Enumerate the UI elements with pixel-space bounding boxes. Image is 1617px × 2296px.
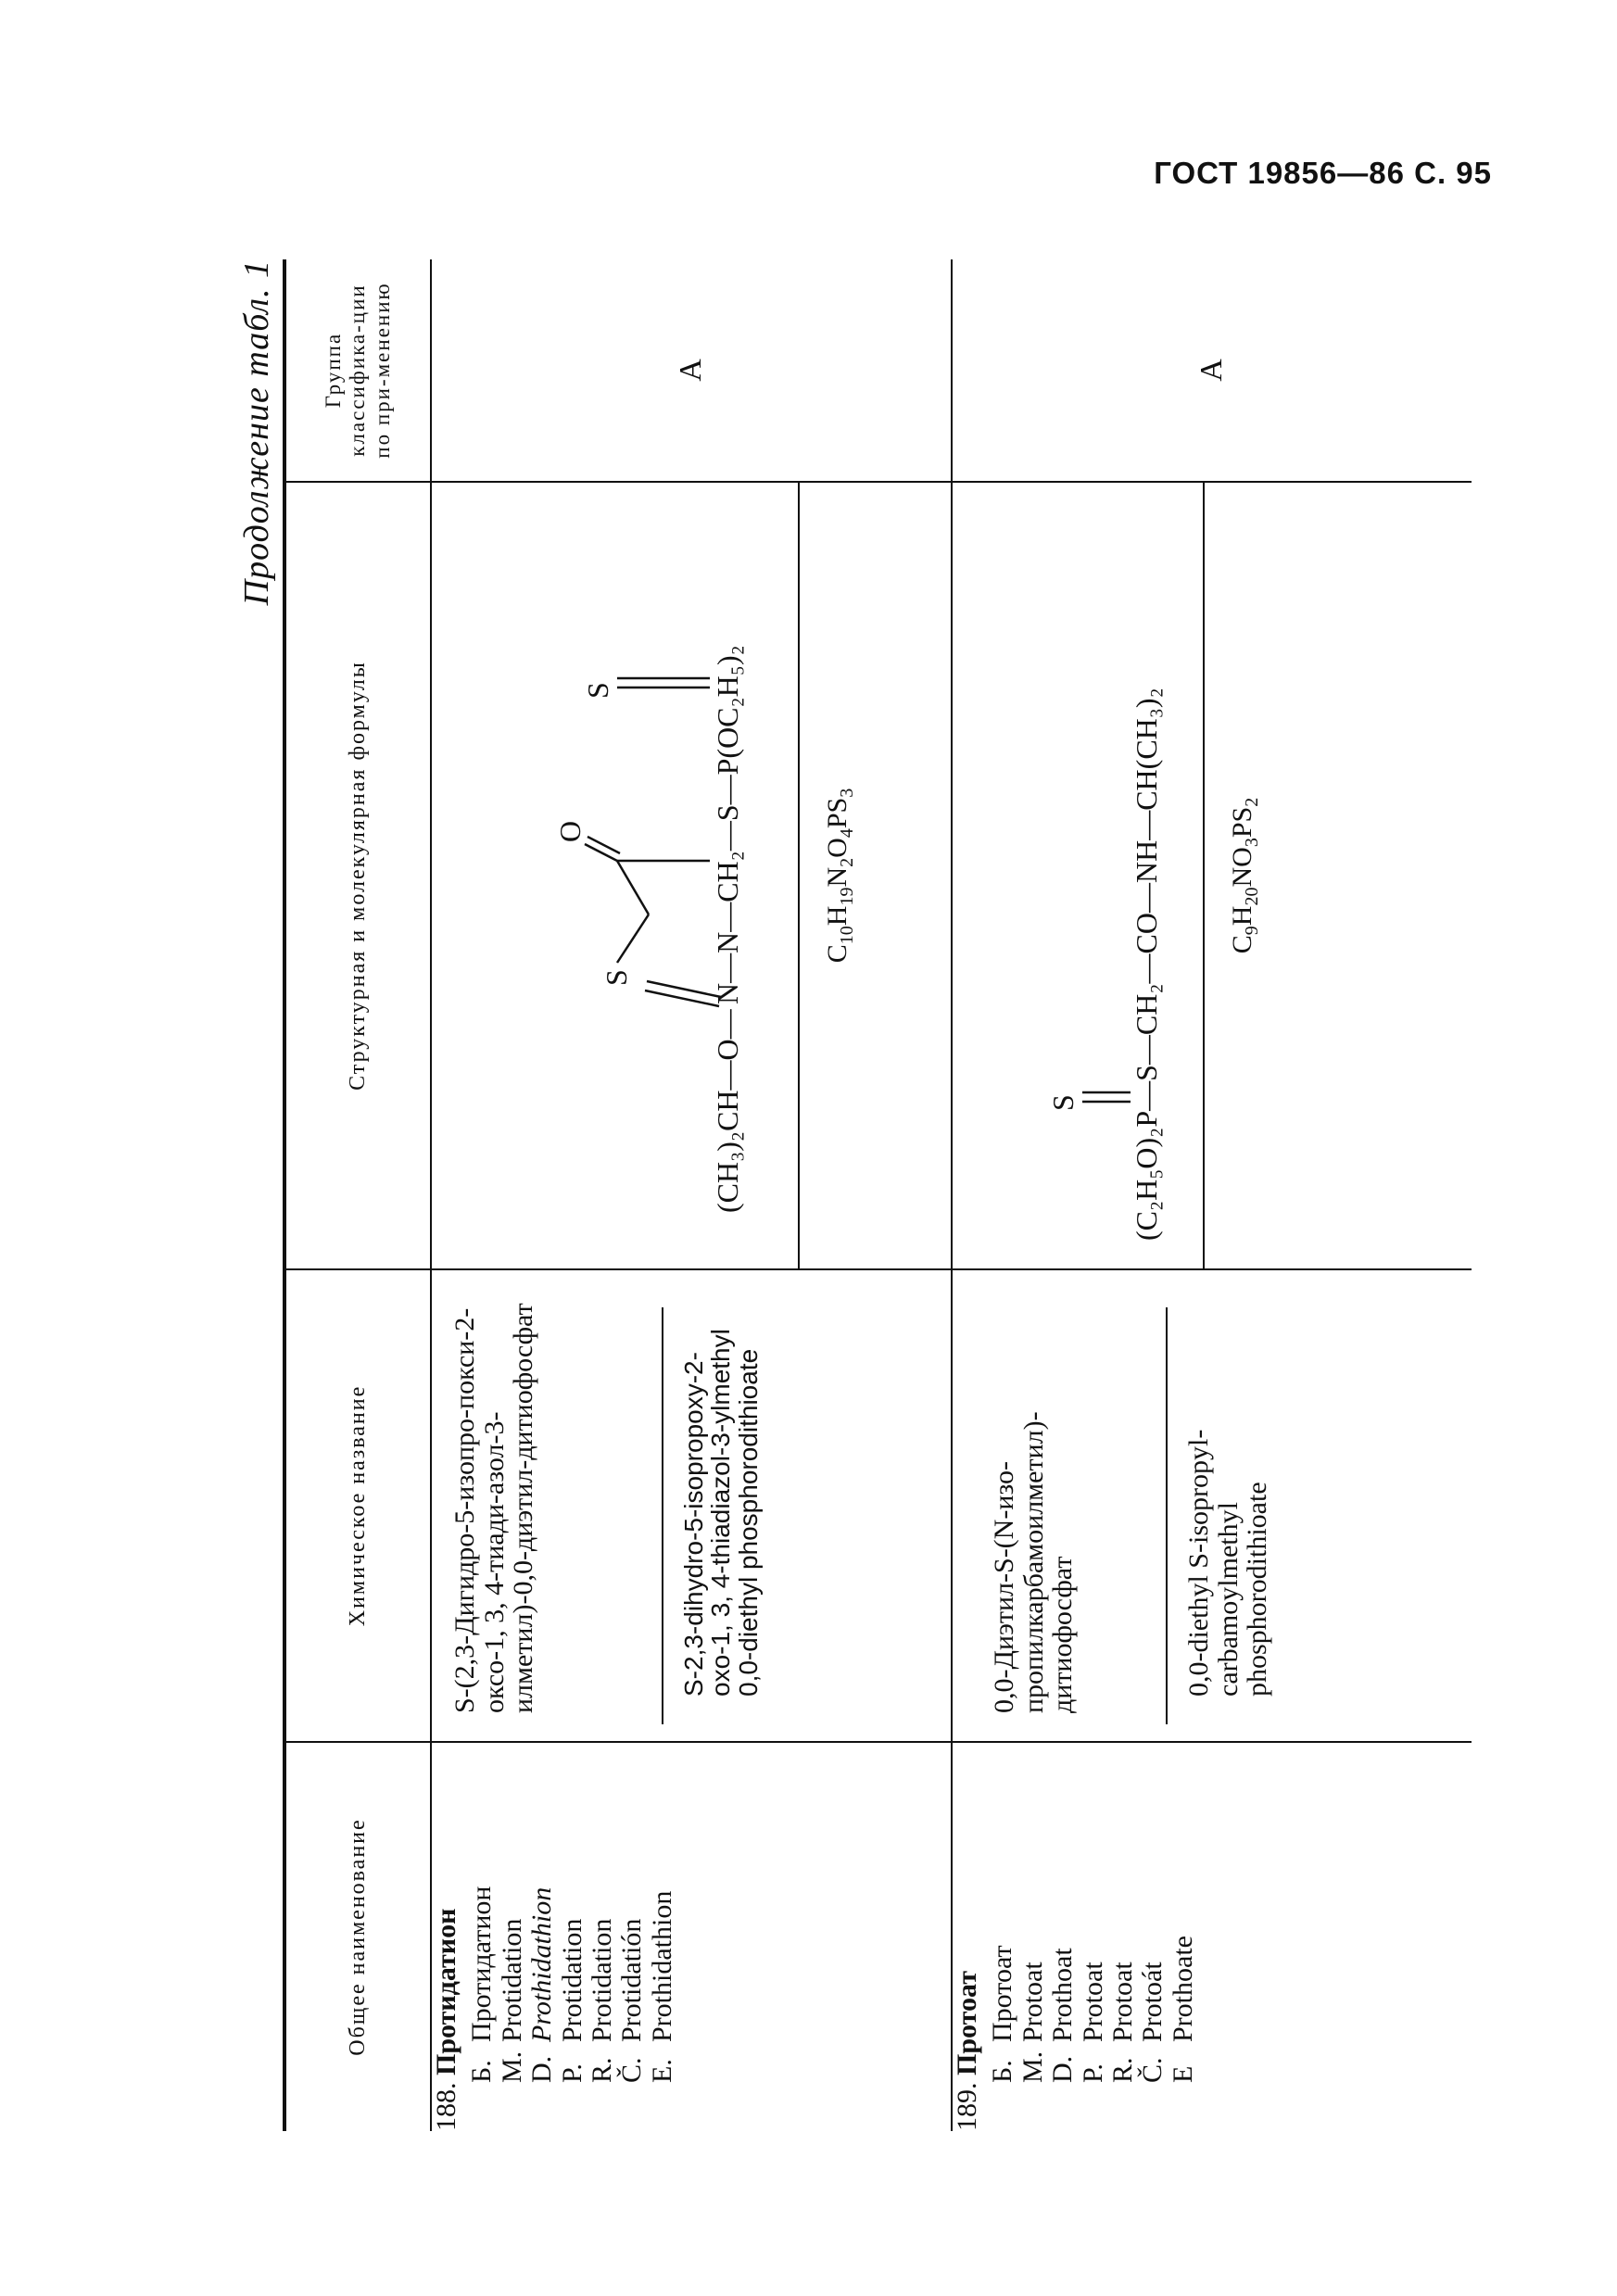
structural-formula-drawing [953, 481, 1203, 1268]
lang-row: R.Protidation [586, 1918, 617, 2083]
rotated-table-container [237, 259, 1524, 2131]
group-letter: A [674, 359, 708, 382]
lang-row: Б.Протоат [987, 1945, 1018, 2083]
common-name-cell [952, 1742, 1472, 2131]
formula-chain: N—N—CH₂—S—P(OC₂H₅)₂ [711, 645, 744, 1004]
structural-formula [953, 483, 1205, 1268]
entry-name: Протидатион [431, 1908, 461, 2075]
header-formula: Структурная и молекулярная формулы [284, 482, 431, 1269]
common-name-cell [431, 1742, 952, 2131]
double-bond [1082, 1092, 1131, 1102]
lang-row: E.Prothidathion [646, 1890, 677, 2083]
page-header: ГОСТ 19856—86 С. 95 [1154, 156, 1492, 190]
entry-number: 188. [431, 2082, 461, 2131]
entry-number: 189. [952, 2082, 982, 2131]
structural-formula [432, 483, 800, 1268]
header-common-name: Общее наименование [284, 1742, 431, 2131]
formula-left-group: (CH₃)₂CH—O— [711, 1009, 744, 1213]
chemical-name-en: S-2,3-dihydro-5-isopropoxy-2-oxo-1, 3, 4-thiadiazol-3-ylmethyl 0,0-diethyl phosphorodithioate [662, 1307, 762, 1724]
chemical-name-cell [952, 1269, 1472, 1742]
lang-row: Б.Протидатион [466, 1886, 498, 2083]
group-letter: A [1194, 359, 1229, 382]
thiophosphoryl-sulfur: S [1046, 1094, 1080, 1111]
molecular-formula: $C_{10}H_{19}N_2O_4PS_3$ [822, 788, 857, 964]
formula-chain: (C₂H₅O)₂P—S—CH₂—CO—NH—CH(CH₃)₂ [1130, 688, 1163, 1241]
chemical-name-en: 0,0-diethyl S-isopropyl-carbamoylmethyl phosphorodithioate [1166, 1307, 1272, 1724]
lang-row: EProthoate [1167, 1936, 1198, 2083]
structural-formula-drawing [432, 481, 798, 1268]
group-cell [431, 259, 952, 482]
lang-row: P.Protidation [556, 1918, 587, 2083]
chemical-name-cell [431, 1269, 952, 1742]
ring-bonds [585, 678, 721, 1006]
formula-cell [431, 482, 952, 1269]
lang-row: R.Protoat [1106, 1962, 1138, 2083]
continuation-caption: Продолжение табл. 1 [237, 259, 276, 606]
carbonyl-oxygen: O [553, 820, 587, 842]
table-row-188 [431, 259, 952, 2131]
language-variants [467, 1743, 677, 2083]
lang-row: D.Prothoat [1047, 1948, 1079, 2083]
lang-row: D.Prothidathion [526, 1886, 558, 2083]
language-variants [988, 1743, 1198, 2083]
formula-cell [952, 482, 1472, 1269]
lang-row: М.Protidation [496, 1918, 527, 2083]
lang-row: Č.Protidatión [616, 1918, 648, 2083]
ring-sulfur: S [600, 969, 633, 986]
lang-row: Č.Protoát [1137, 1962, 1169, 2083]
lang-row: P.Protoat [1077, 1962, 1108, 2083]
table-row-189 [952, 259, 1472, 2131]
classification-table [283, 259, 1472, 2131]
thiophosphoryl-sulfur: S [581, 682, 614, 699]
chemical-name-ru: 0,0-Диэтил-S-(N-изо-пропилкарбамоилметил)-дитиофосфат [989, 1411, 1078, 1713]
group-cell [952, 259, 1472, 482]
entry-name: Протоат [952, 1971, 982, 2075]
molecular-formula: $C_9H_{20}NO_3PS_2$ [1227, 797, 1262, 954]
header-group: Группа классифика-ции по при-менению [284, 259, 431, 482]
chemical-name-ru: S-(2,3-Дигидро-5-изопро-покси-2-оксо-1, 3, 4-тиади-азол-3-илметил)-0,0-диэтил-дитиофосфат [449, 1303, 538, 1713]
header-chemical-name: Химическое название [284, 1269, 431, 1742]
lang-row: М.Protoat [1017, 1962, 1048, 2083]
